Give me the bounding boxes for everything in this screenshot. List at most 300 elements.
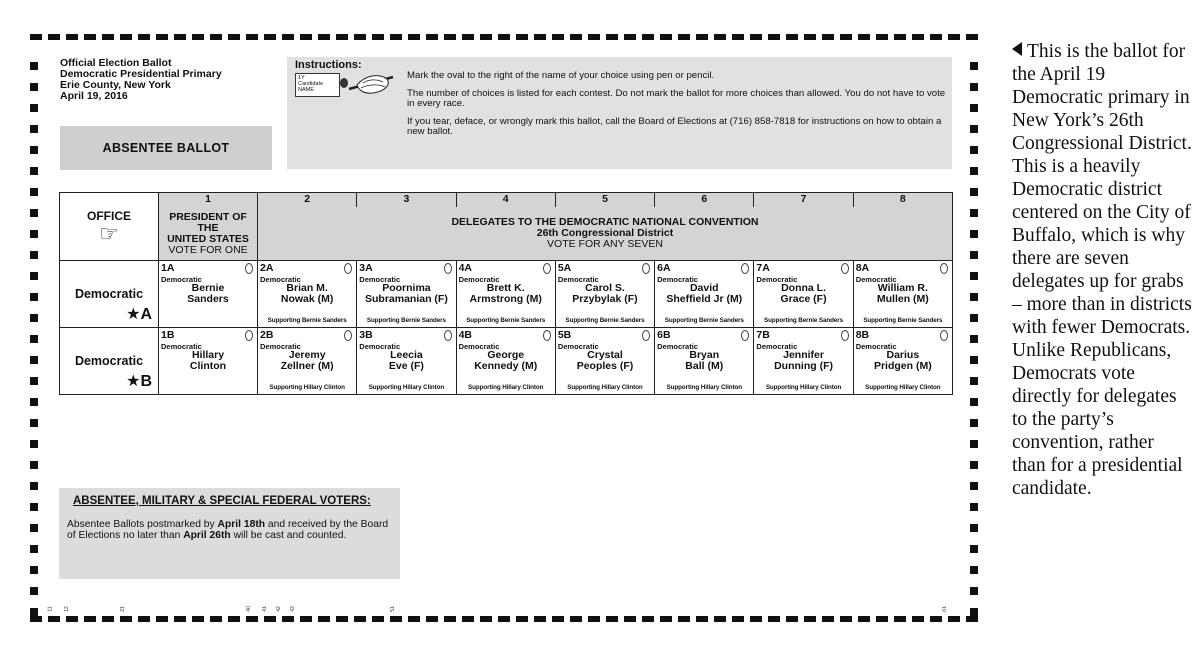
border-dash <box>246 34 258 40</box>
border-dash <box>768 34 780 40</box>
border-dash <box>858 616 870 622</box>
ballot-header <box>60 58 222 102</box>
vote-oval[interactable] <box>245 263 253 274</box>
party-name: Democratic <box>74 354 144 368</box>
candidate-cell[interactable] <box>655 328 754 395</box>
border-dash <box>192 34 204 40</box>
border-dash <box>624 616 636 622</box>
candidate-party: Democratic <box>657 342 698 351</box>
vote-oval[interactable] <box>245 330 253 341</box>
voters-text-part: will be cast and counted. <box>230 530 347 541</box>
contest-title: PRESIDENT OF THE <box>169 210 247 234</box>
border-dash <box>948 34 960 40</box>
candidate-party: Democratic <box>260 275 301 284</box>
instruction-paragraph: The number of choices is listed for each contest. Do not mark the ballot for more choices than allowed. You do not have to vote in every race. <box>407 87 946 109</box>
column-number: 3 <box>357 193 456 208</box>
candidate-cell[interactable] <box>159 328 258 395</box>
tick-label: 51 <box>389 606 396 612</box>
hand-pen-icon <box>339 69 395 103</box>
border-dash <box>970 356 978 364</box>
candidate-cell[interactable] <box>357 328 456 395</box>
name-line: Donna L. <box>781 282 826 294</box>
name-line: Jennifer <box>783 349 824 361</box>
name-line: Bryan <box>689 349 720 361</box>
candidate-name <box>655 350 753 372</box>
header-line: Erie County, New York <box>60 79 171 91</box>
tick-label: 12 <box>63 606 70 612</box>
border-dash <box>840 34 852 40</box>
border-dash <box>970 167 978 175</box>
sample-line: Candidate <box>298 81 324 87</box>
candidate-name <box>457 283 555 305</box>
border-dash <box>192 616 204 622</box>
support-label: Supporting Bernie Sanders <box>267 317 347 324</box>
candidate-party: Democratic <box>855 342 897 351</box>
border-dash <box>30 461 38 469</box>
border-dash <box>84 34 96 40</box>
support-label: Supporting Hillary Clinton <box>269 384 345 391</box>
name-line: Sanders <box>187 293 229 305</box>
candidate-name <box>754 283 852 305</box>
name-line: Darius <box>886 349 920 361</box>
tick-label: 42 <box>275 606 282 612</box>
name-line: Dunning (F) <box>774 360 833 372</box>
name-line: George <box>487 349 525 361</box>
border-dash <box>30 608 38 616</box>
border-dash <box>66 34 78 40</box>
candidate-name <box>159 283 257 305</box>
name-line: David <box>689 282 719 294</box>
name-line: Crystal <box>587 349 623 361</box>
border-top <box>30 34 982 40</box>
border-dash <box>970 125 978 133</box>
border-dash <box>588 616 600 622</box>
tick-label: 61 <box>941 606 948 612</box>
contest-title: DELEGATES TO THE DEMOCRATIC NATIONAL CONVENTION <box>451 216 759 229</box>
border-dash <box>786 34 798 40</box>
name-line: Subramanian (F) <box>365 293 448 305</box>
border-dash <box>912 34 924 40</box>
vote-oval[interactable] <box>543 330 551 341</box>
candidate-code: 5B <box>557 329 572 341</box>
border-dash <box>534 616 546 622</box>
border-dash <box>48 34 60 40</box>
border-dash <box>30 587 38 595</box>
candidate-party: Democratic <box>458 342 500 351</box>
vote-oval[interactable] <box>841 330 849 341</box>
candidate-cell[interactable] <box>357 261 456 328</box>
name-line: Sheffield Jr (M) <box>666 293 743 305</box>
candidate-cell[interactable] <box>555 328 654 395</box>
border-dash <box>30 398 38 406</box>
border-dash <box>246 616 258 622</box>
vote-oval[interactable] <box>940 263 948 274</box>
border-dash <box>678 616 690 622</box>
name-line: Ball (M) <box>685 360 724 372</box>
border-dash <box>970 482 978 490</box>
border-dash <box>696 616 708 622</box>
vote-oval[interactable] <box>741 330 749 341</box>
border-dash <box>750 34 762 40</box>
candidate-cell[interactable] <box>258 261 357 328</box>
support-label: Supporting Hillary Clinton <box>368 384 445 391</box>
border-dash <box>642 34 654 40</box>
vote-oval[interactable] <box>543 263 551 274</box>
border-dash <box>732 616 744 622</box>
name-line: Grace (F) <box>780 293 827 305</box>
border-dash <box>588 34 600 40</box>
candidate-name <box>258 350 356 372</box>
contest-title: 26th Congressional District <box>536 227 674 240</box>
row-letter: ★A <box>126 306 152 323</box>
border-dash <box>372 616 384 622</box>
border-dash <box>714 616 726 622</box>
candidate-party: Democratic <box>756 275 798 284</box>
border-dash <box>948 616 960 622</box>
border-dash <box>970 398 978 406</box>
candidate-name <box>655 283 753 305</box>
border-dash <box>30 503 38 511</box>
name-line: Brett K. <box>486 282 525 294</box>
border-dash <box>444 616 456 622</box>
candidate-name <box>457 350 555 372</box>
border-dash <box>714 34 726 40</box>
support-label: Supporting Bernie Sanders <box>664 317 744 324</box>
border-dash <box>970 377 978 385</box>
border-dash <box>498 34 510 40</box>
border-dash <box>30 230 38 238</box>
border-dash <box>894 616 906 622</box>
name-line: Armstrong (M) <box>469 293 542 305</box>
border-dash <box>228 616 240 622</box>
candidate-name <box>159 350 257 372</box>
support-label: Supporting Bernie Sanders <box>863 317 943 324</box>
vote-oval[interactable] <box>444 330 452 341</box>
column-number: 6 <box>655 193 754 208</box>
candidate-name <box>556 350 654 372</box>
border-dash <box>970 545 978 553</box>
tick-label: 43 <box>289 606 296 612</box>
name-line: Nowak (M) <box>280 293 334 305</box>
support-label: Supporting Bernie Sanders <box>466 317 546 324</box>
voters-date: April 26th <box>183 530 231 541</box>
border-dash <box>970 335 978 343</box>
instructions-text <box>407 71 947 145</box>
border-dash <box>48 616 60 622</box>
vote-oval[interactable] <box>444 263 452 274</box>
party-cell <box>60 328 159 395</box>
border-dash <box>30 314 38 322</box>
border-dash <box>970 188 978 196</box>
border-bottom <box>30 616 982 624</box>
absentee-voters-panel <box>59 488 400 579</box>
border-dash <box>768 616 780 622</box>
vote-oval[interactable] <box>940 330 948 341</box>
border-dash <box>970 524 978 532</box>
border-dash <box>970 146 978 154</box>
border-left <box>30 62 38 652</box>
border-dash <box>804 616 816 622</box>
border-dash <box>570 34 582 40</box>
border-dash <box>390 34 402 40</box>
tick-label: 40 <box>245 606 252 612</box>
vote-oval[interactable] <box>841 263 849 274</box>
border-dash <box>228 34 240 40</box>
border-dash <box>970 440 978 448</box>
border-dash <box>516 616 528 622</box>
support-label: Supporting Hillary Clinton <box>865 384 941 391</box>
border-dash <box>120 616 132 622</box>
border-dash <box>138 616 150 622</box>
support-label: Supporting Hillary Clinton <box>467 384 544 391</box>
contest-president-header <box>159 207 258 260</box>
candidate-party: Democratic <box>557 275 599 284</box>
header-line: April 19, 2016 <box>60 90 128 102</box>
border-dash <box>30 125 38 133</box>
border-dash <box>30 293 38 301</box>
name-line: Jeremy <box>288 349 326 361</box>
border-dash <box>30 482 38 490</box>
candidate-name <box>556 283 654 305</box>
name-line: Bernie <box>191 282 225 294</box>
border-dash <box>970 587 978 595</box>
border-dash <box>606 34 618 40</box>
candidate-cell[interactable] <box>456 261 555 328</box>
border-dash <box>30 188 38 196</box>
candidate-cell[interactable] <box>754 328 853 395</box>
candidate-code: 5A <box>557 262 572 274</box>
border-dash <box>970 62 978 70</box>
instructions-title: Instructions: <box>295 59 362 71</box>
border-dash <box>282 34 294 40</box>
border-dash <box>970 251 978 259</box>
vote-oval[interactable] <box>642 330 650 341</box>
support-label: Supporting Bernie Sanders <box>565 317 645 324</box>
border-dash <box>462 616 474 622</box>
candidate-party: Democratic <box>359 342 401 351</box>
column-number: 7 <box>754 193 853 208</box>
support-label: Supporting Bernie Sanders <box>764 317 844 324</box>
name-line: Poornima <box>382 282 431 294</box>
voters-title: ABSENTEE, MILITARY & SPECIAL FEDERAL VOTERS: <box>73 495 371 507</box>
name-line: Zellner (M) <box>280 360 334 372</box>
support-label: Supporting Hillary Clinton <box>567 384 643 391</box>
candidate-code: 3B <box>359 329 373 341</box>
border-dash <box>970 293 978 301</box>
border-dash <box>970 566 978 574</box>
border-dash <box>552 34 564 40</box>
voters-date: April 18th <box>217 519 266 530</box>
candidate-code: 6A <box>657 262 671 274</box>
candidate-cell[interactable] <box>555 261 654 328</box>
border-dash <box>408 34 420 40</box>
border-dash <box>444 34 456 40</box>
candidate-cell[interactable] <box>754 261 853 328</box>
border-dash <box>30 335 38 343</box>
border-dash <box>930 616 942 622</box>
border-dash <box>210 616 222 622</box>
border-dash <box>30 209 38 217</box>
border-dash <box>552 616 564 622</box>
border-dash <box>336 616 348 622</box>
candidate-cell[interactable] <box>456 328 555 395</box>
name-line: Clinton <box>189 360 227 372</box>
candidate-party: Democratic <box>557 342 599 351</box>
candidate-code: 1A <box>161 262 175 274</box>
border-dash <box>318 616 330 622</box>
name-line: Carol S. <box>585 282 625 294</box>
border-dash <box>480 616 492 622</box>
border-dash <box>498 616 510 622</box>
border-dash <box>138 34 150 40</box>
instruction-paragraph: Mark the oval to the right of the name of your choice using pen or pencil. <box>407 70 715 81</box>
name-line: Leecia <box>390 349 423 361</box>
border-dash <box>678 34 690 40</box>
contest-title: UNITED STATES <box>167 232 249 245</box>
border-dash <box>970 503 978 511</box>
border-dash <box>66 616 78 622</box>
candidate-code: 7B <box>756 329 770 341</box>
voters-text <box>67 519 395 541</box>
header-line: Democratic Presidential Primary <box>60 68 222 80</box>
border-dash <box>300 34 312 40</box>
border-dash <box>156 34 168 40</box>
candidate-name <box>258 283 356 305</box>
border-dash <box>102 34 114 40</box>
border-dash <box>156 616 168 622</box>
border-dash <box>970 608 978 616</box>
caption-pointer-icon <box>1012 42 1022 56</box>
border-dash <box>570 616 582 622</box>
border-dash <box>970 314 978 322</box>
column-number: 5 <box>555 193 654 208</box>
party-cell <box>60 261 159 328</box>
border-dash <box>408 616 420 622</box>
border-dash <box>970 461 978 469</box>
instructions-panel <box>287 57 952 169</box>
border-right <box>970 62 978 652</box>
sample-line: NAME <box>298 87 314 93</box>
name-line: Peoples (F) <box>576 360 634 372</box>
border-dash <box>30 440 38 448</box>
border-dash <box>624 34 636 40</box>
sample-line: 1Y <box>298 75 305 81</box>
voters-text-part: and received by the Board of Elections no later than <box>67 519 389 541</box>
vote-oval[interactable] <box>344 263 352 274</box>
border-dash <box>30 272 38 280</box>
name-line: Brian M. <box>286 282 328 294</box>
border-dash <box>696 34 708 40</box>
candidate-code: 8B <box>855 329 870 341</box>
vote-for-label: VOTE FOR ANY SEVEN <box>547 238 663 251</box>
candidate-cell[interactable] <box>655 261 754 328</box>
column-number: 8 <box>853 193 952 208</box>
candidate-code: 2B <box>260 329 274 341</box>
tick-label: 11 <box>47 606 54 612</box>
border-dash <box>354 616 366 622</box>
office-header <box>60 193 159 261</box>
candidate-party: Democratic <box>756 342 798 351</box>
contest-delegates-header <box>258 207 953 260</box>
support-label: Supporting Hillary Clinton <box>765 384 842 391</box>
border-dash <box>30 62 38 70</box>
border-dash <box>390 616 402 622</box>
border-dash <box>30 83 38 91</box>
border-dash <box>30 167 38 175</box>
absentee-ballot-label: ABSENTEE BALLOT <box>60 126 272 170</box>
candidate-code: 3A <box>359 262 373 274</box>
candidate-code: 8A <box>855 262 870 274</box>
party-row-b <box>60 328 953 395</box>
candidate-cell[interactable] <box>159 261 258 328</box>
name-line: Przybylak (F) <box>572 293 638 305</box>
tick-label: 21 <box>119 606 126 612</box>
border-dash <box>660 34 672 40</box>
border-dash <box>30 566 38 574</box>
border-dash <box>30 251 38 259</box>
vote-oval[interactable] <box>642 263 650 274</box>
candidate-party: Democratic <box>458 275 500 284</box>
border-dash <box>750 616 762 622</box>
candidate-cell[interactable] <box>258 328 357 395</box>
candidate-party: Democratic <box>161 342 202 351</box>
row-letter-text: B <box>140 373 152 390</box>
voters-text-part: Absentee Ballots postmarked by <box>67 519 218 530</box>
candidate-cell[interactable] <box>853 328 952 395</box>
border-dash <box>480 34 492 40</box>
instruction-paragraph: If you tear, deface, or wrongly mark this ballot, call the Board of Elections at (716) 858-7818 for instructions on how to obtain a new ballot. <box>407 115 942 137</box>
candidate-party: Democratic <box>260 342 301 351</box>
border-dash <box>930 34 942 40</box>
name-line: Mullen (M) <box>876 293 929 305</box>
border-dash <box>174 616 186 622</box>
header-line: Official Election Ballot <box>60 57 172 69</box>
border-dash <box>970 230 978 238</box>
border-dash <box>642 616 654 622</box>
candidate-party: Democratic <box>855 275 897 284</box>
candidate-name <box>754 350 852 372</box>
border-dash <box>30 377 38 385</box>
border-dash <box>840 616 852 622</box>
candidate-code: 6B <box>657 329 671 341</box>
border-dash <box>282 616 294 622</box>
party-name: Democratic <box>74 287 144 301</box>
vote-oval[interactable] <box>741 263 749 274</box>
candidate-party: Democratic <box>161 275 202 284</box>
column-number: 1 <box>159 193 258 208</box>
tick-label: 41 <box>261 606 268 612</box>
row-letter: ★B <box>126 373 152 390</box>
border-dash <box>876 616 888 622</box>
candidate-code: 1B <box>161 329 175 341</box>
support-label: Supporting Bernie Sanders <box>366 317 446 324</box>
border-dash <box>372 34 384 40</box>
border-dash <box>894 34 906 40</box>
border-dash <box>876 34 888 40</box>
candidate-cell[interactable] <box>853 261 952 328</box>
border-dash <box>516 34 528 40</box>
vote-oval[interactable] <box>344 330 352 341</box>
border-dash <box>426 34 438 40</box>
border-dash <box>966 34 978 40</box>
border-dash <box>120 34 132 40</box>
vote-for-label: VOTE FOR ONE <box>168 243 248 256</box>
candidate-name <box>357 283 455 305</box>
border-dash <box>30 34 42 40</box>
candidate-code: 4B <box>458 329 472 341</box>
name-line: Hillary <box>191 349 225 361</box>
caption-text: This is the ballot for the April 19 Democratic primary in New York’s 26th Congressional District. This is a heavily Democratic district centered on the City of Buffalo, which is why there are seven delegates up for grabs – more than in districts with fewer Democrats. Unlike Republicans, Democrats vote directly for delegates to the party’s convention, rather than for a presidential candidate. <box>1012 41 1192 499</box>
